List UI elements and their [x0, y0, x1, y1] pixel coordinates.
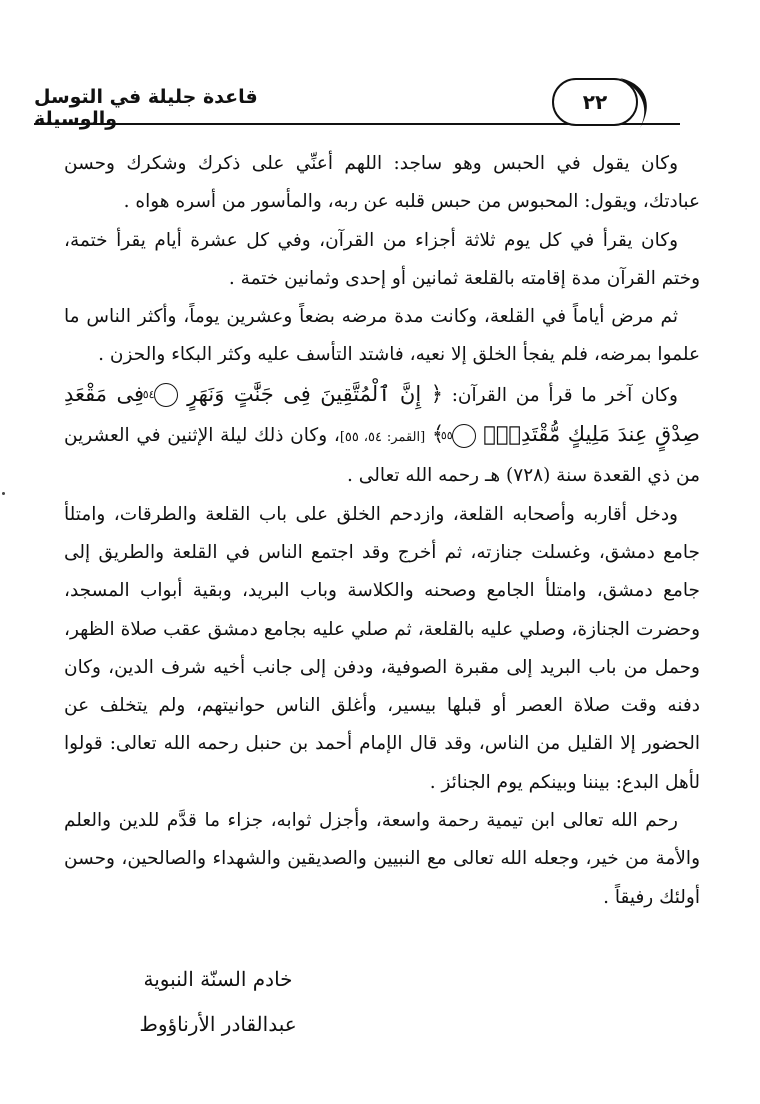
signature-name: عبدالقادر الأرناؤوط: [139, 1012, 297, 1036]
verse-55-text: فِى مَقْعَدِ صِدْقٍ عِندَ مَلِيكٍ مُّقْتَدِرٍۭ: [64, 381, 700, 447]
paragraph-funeral: ودخل أقاربه وأصحابه القلعة، وازدحم الخلق على باب القلعة والطرقات، وامتلأ جامع دمشق، وغسلت جنازته، ثم أخرج وقد اجتمع الناس في القلعة والطريق إلى جامع دمشق، وامتلأ الجامع وصحنه والكلاسة وباب البريد، وبقية أبواب المسجد، وحضرت الجنازة، وصلي عليه بالقلعة، ثم صلي عليه بجامع دمشق عقب صلاة الظهر، وحمل من باب البريد إلى مقبرة الصوفية، ودفن إلى جانب أخيه شرف الدين، وكان دفنه وقت صلاة العصر أو قبلها بيسير، وأغلق الناس حوانيتهم، ولم يتخلف عن الحضور إلا القليل من الناس، وقد قال الإمام أحمد بن حنبل رحمه الله تعالى: قولوا لأهل البدع: بيننا وبينكم يوم الجنائز .: [64, 503, 700, 793]
page-number-badge: ٢٢: [552, 78, 638, 126]
verse-54-text: إِنَّ ٱلْمُتَّقِينَ فِى جَنَّٰتٍ وَنَهَرٍ: [187, 381, 422, 406]
ayah-number-55: ٥٥: [452, 424, 476, 448]
verse-open-bracket: ﴿: [430, 381, 443, 406]
margin-mark: [2, 492, 5, 495]
quran-intro: وكان آخر ما قرأ من القرآن:: [443, 384, 678, 406]
running-header-title: قاعدة جليلة في التوسل والوسيلة: [34, 86, 258, 130]
signature-title: خادم السنّة النبوية: [143, 967, 293, 991]
verse-close-bracket: ﴾: [431, 422, 445, 447]
quran-citation: [القمر: ٥٤، ٥٥]: [339, 430, 426, 446]
paragraph-prayer: وكان يقول في الحبس وهو ساجد: اللهم أعنِّي على ذكرك وشكرك وحسن عبادتك، ويقول: المحبوس من حبس قلبه عن ربه، والمأسور من أسره هواه .: [64, 153, 700, 213]
ayah-number-54: ٥٤: [154, 383, 178, 407]
paragraph-last-recitation: [64, 375, 700, 496]
main-text: [64, 145, 700, 917]
death-date-text: ، وكان ذلك ليلة الإثنين في العشرين من ذي القعدة سنة (٧٢٨) هـ رحمه الله تعالى .: [64, 425, 700, 487]
paragraph-supplication: رحم الله تعالى ابن تيمية رحمة واسعة، وأجزل ثوابه، جزاء ما قدَّم للدين والعلم والأمة من خير، وجعله الله تعالى مع النبيين والصديقين والشهداء والصالحين، وحسن أولئك رفيقاً .: [64, 810, 700, 908]
paragraph-quran-reading: وكان يقرأ في كل يوم ثلاثة أجزاء من القرآن، وفي كل عشرة أيام يقرأ ختمة، وختم القرآن مدة إقامته بالقلعة ثمانين أو إحدى وثمانين ختمة .: [64, 229, 700, 289]
paragraph-illness: ثم مرض أياماً في القلعة، وكانت مدة مرضه بضعاً وعشرين يوماً، وأكثر الناس ما علموا بمرضه، فلم يفجأ الخلق إلا نعيه، فاشتد التأسف عليه وكثر البكاء والحزن .: [64, 306, 700, 366]
